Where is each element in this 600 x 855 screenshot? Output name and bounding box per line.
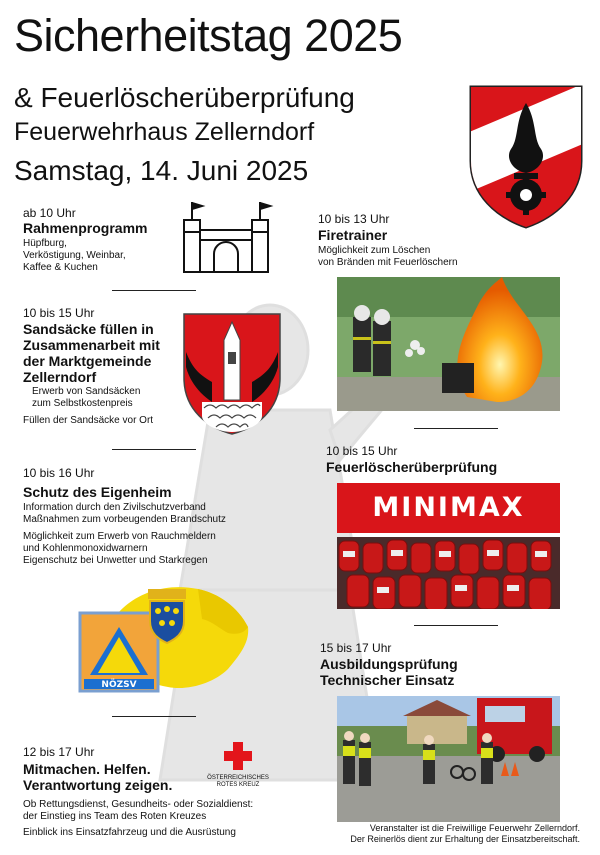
firetrainer-title: Firetrainer <box>318 227 388 243</box>
schutz-title: Schutz des Eigenheim <box>23 484 172 500</box>
noezsv-logo <box>78 583 254 695</box>
poster-subtitle: & Feuerlöscherüberprüfung <box>14 82 355 113</box>
poster-location: Feuerwehrhaus Zellerndorf <box>14 118 315 146</box>
firetrainer-time: 10 bis 13 Uhr <box>318 212 390 226</box>
sand-title-line: Zellerndorf <box>23 369 97 385</box>
sand-extra: Füllen der Sandsäcke vor Ort <box>23 415 154 426</box>
training-photo <box>337 696 560 822</box>
section-divider <box>112 716 196 717</box>
schutz-line: Möglichkeit zum Erwerb von Rauchmeldern <box>23 531 216 542</box>
poster-title: Sicherheitstag 2025 <box>14 10 403 61</box>
schutz-line: Information durch den Zivilschutzverband <box>23 502 206 513</box>
rotkreuz-extra: Einblick ins Einsatzfahrzeug und die Ausrüstung <box>23 827 236 838</box>
zellerndorf-coat-of-arms-icon <box>182 312 282 436</box>
firetrainer-line: von Bränden mit Feuerlöschern <box>318 257 458 268</box>
rotkreuz-line: der Einstieg ins Team des Roten Kreuzes <box>23 811 207 822</box>
schutz-time: 10 bis 16 Uhr <box>23 466 95 480</box>
sand-time: 10 bis 15 Uhr <box>23 306 95 320</box>
firetrainer-line: Möglichkeit zum Löschen <box>318 245 431 256</box>
feuerwehr-shield-icon <box>467 83 585 231</box>
ausbildung-title-line: Technischer Einsatz <box>320 672 455 688</box>
footer-line-organizer: Veranstalter ist die Freiwillige Feuerwehr Zellerndorf. <box>369 823 580 833</box>
rahmen-line: Kaffee & Kuchen <box>23 262 98 273</box>
rahmen-line: Verköstigung, Weinbar, <box>23 250 126 261</box>
rotkreuz-line: Ob Rettungsdienst, Gesundheits- oder Sozialdienst: <box>23 799 254 810</box>
rotkreuz-time: 12 bis 17 Uhr <box>23 745 95 759</box>
rotkreuz-logo-text: ÖSTERREICHISCHES <box>207 775 269 781</box>
minimax-logo <box>337 483 560 533</box>
rotkreuz-logo-text: ROTES KREUZ <box>216 782 260 788</box>
sand-title-line: Sandsäcke füllen in <box>23 321 154 337</box>
red-cross-icon <box>222 740 254 772</box>
pruefung-time: 10 bis 15 Uhr <box>326 444 398 458</box>
schutz-line: Eigenschutz bei Unwetter und Starkregen <box>23 555 208 566</box>
noezsv-logo-text: NÖZSV <box>101 680 137 690</box>
rotkreuz-title-line: Verantwortung zeigen. <box>23 777 173 793</box>
bouncy-castle-icon <box>178 200 274 276</box>
rahmen-time: ab 10 Uhr <box>23 206 76 220</box>
section-divider <box>112 290 196 291</box>
sand-title-line: Zusammenarbeit mit <box>23 337 160 353</box>
footer-line-proceeds: Der Reinerlös dient zur Erhaltung der Einsatzbereitschaft. <box>350 834 580 844</box>
rahmen-title: Rahmenprogramm <box>23 220 148 236</box>
ausbildung-time: 15 bis 17 Uhr <box>320 641 392 655</box>
firetrainer-photo <box>337 277 560 411</box>
ausbildung-title-line: Ausbildungsprüfung <box>320 656 458 672</box>
schutz-line: Maßnahmen zum vorbeugenden Brandschutz <box>23 514 226 525</box>
pruefung-title: Feuerlöscherüberprüfung <box>326 459 498 475</box>
schutz-line: und Kohlenmonoxidwarnern <box>23 543 148 554</box>
poster-date: Samstag, 14. Juni 2025 <box>14 155 309 186</box>
sand-line: Erwerb von Sandsäcken <box>32 386 141 397</box>
sand-title-line: der Marktgemeinde <box>23 353 152 369</box>
minimax-logo-text: MINIMAX <box>372 492 525 523</box>
section-divider <box>112 449 196 450</box>
extinguishers-photo <box>337 537 560 609</box>
section-divider <box>414 428 498 429</box>
rahmen-line: Hüpfburg, <box>23 238 67 249</box>
sand-line: zum Selbstkostenpreis <box>32 398 133 409</box>
rotkreuz-title-line: Mitmachen. Helfen. <box>23 761 151 777</box>
section-divider <box>414 625 498 626</box>
